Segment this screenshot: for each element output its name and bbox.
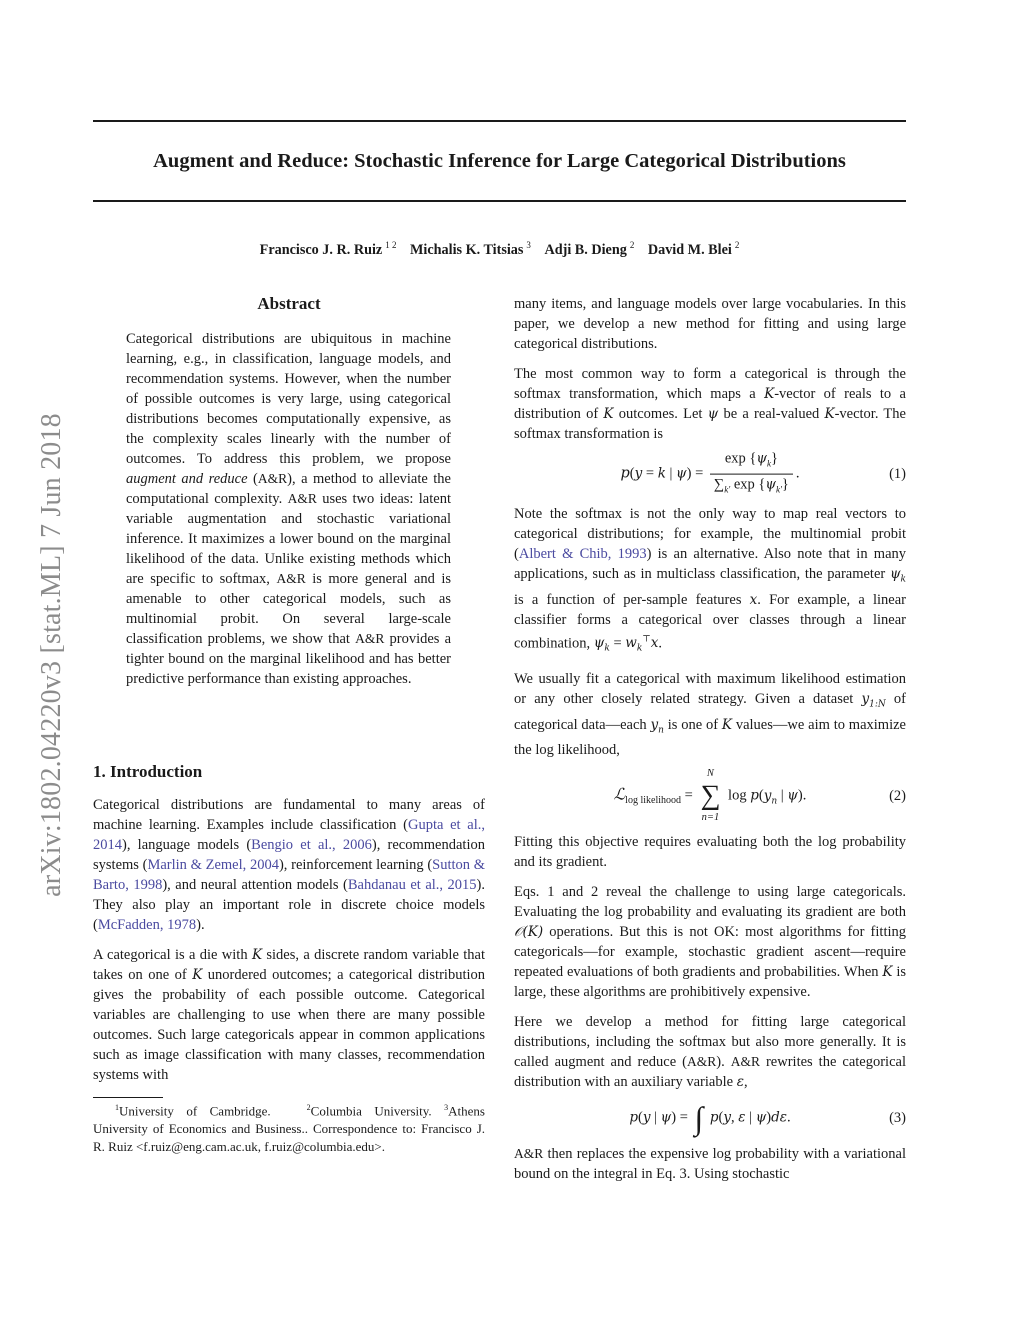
citation-link[interactable]: Bahdanau et al., 2015 <box>347 877 477 893</box>
softmax-fraction: $\frac{\exp \{\psi_k\}}{\sum_{k'} \exp \{\psi_{k'}\}}$ <box>710 449 793 500</box>
paragraph: Note the softmax is not the only way to map real vectors to categorical distributions; for example, the multinomial probit (Albert & Chib, 1993) is an alternative. Also note that in many applications, such as in multiclass classification, the parameter $\psi_k$ is a function of per-sample features x. For example, a linear classifier forms a categorical over classes through a linear combination, $\psi_k = w_k^⊤x$. <box>514 506 907 654</box>
footnote: $^1$University of Cambridge. $^2$Columbia University. $^3$Athens University of Economics and Business.. Correspondence to: Francisco J. R. Ruiz <f.ruiz@eng.cam.ac.uk, f.ruiz@columbia.edu>. <box>93 1103 485 1155</box>
paper-title: Augment and Reduce: Stochastic Inference for Large Categorical Distributions <box>153 150 846 172</box>
author-list <box>93 235 906 260</box>
paragraph: Here we develop a method for fitting large categorical distributions, including the softmax but also more generally. It is called augment and reduce (A&R). A&R rewrites the categorical distribution with an auxiliary variable ε, <box>514 1014 906 1091</box>
title-rule-bottom <box>93 200 906 202</box>
citation-link[interactable]: Sutton & Barto, 1998 <box>93 857 486 893</box>
abstract-text: Categorical distributions are ubiquitous in machine learning, e.g., in classification, language models, and recommendation systems. However, when the number of possible outcomes is very large, using categorical distributions becomes computationally expensive, as the complexity scales linearly with the number of outcomes. To address this problem, we propose augment and reduce (A&R), a method to alleviate the computational complexity. A&R uses two ideas: latent variable augmentation and stochastic variational inference. It maximizes a lower bound on the marginal likelihood of the data. Unlike existing methods which are specific to softmax, A&R is more general and is amenable to other categorical models, such as multinomial probit. On several large-scale classification problems, we show that A&R provides a tighter bound on the marginal likelihood and has better predictive performance than existing approaches. <box>126 331 452 687</box>
author: Michalis K. Titsias $^3$ <box>410 240 531 258</box>
left-column <box>93 795 485 1085</box>
section-heading-introduction: 1. Introduction <box>93 762 203 781</box>
citation-link[interactable]: Marlin & Zemel, 2004 <box>147 857 279 873</box>
right-column <box>514 294 906 1184</box>
footnote-rule <box>93 1097 163 1098</box>
citation-link[interactable]: Albert & Chib, 1993 <box>518 546 647 562</box>
summation: N ∑ n=1 <box>700 768 721 824</box>
citation-link[interactable]: Gupta et al., 2014 <box>93 817 485 853</box>
author: David M. Blei $^2$ <box>647 240 740 258</box>
abstract-heading: Abstract <box>257 294 321 313</box>
citation-link[interactable]: McFadden, 1978 <box>97 917 197 933</box>
intro-paragraph-2: A categorical is a die with K sides, a discrete random variable that takes on one of K unordered outcomes; a categorical distribution gives the probability of each possible outcome. Categorical variables are challenging to use when there are many possible outcomes. Such large categoricals appear in common applications such as image classification with many classes, recommendation systems with <box>93 947 485 1083</box>
paragraph: The most common way to form a categorical is through the softmax transformation, which maps a K-vector of reals to a distribution of K outcomes. Let ψ be a real-valued K-vector. The softmax transformation is <box>514 366 906 442</box>
equation-number: (2) <box>889 788 906 805</box>
citation-link[interactable]: Bengio et al., 2006 <box>251 837 372 853</box>
equation-3: p(y | ψ) = ∫ p(y, ε | ψ)dε. (3) <box>629 1100 906 1137</box>
title-rule-top <box>93 120 906 122</box>
paragraph: A&R then replaces the expensive log probability with a variational bound on the integral in Eq. 3. Using stochastic <box>514 1146 906 1183</box>
equation-1: p(y = k | ψ) = $\frac{\exp \{\psi_k\}}{\sum_{k'} \exp \{\psi_{k'}\}}$ . (1) <box>514 444 906 504</box>
intro-paragraph-1: Categorical distributions are fundamental to many areas of machine learning. Examples include classification (Gupta et al., 2014), language models (Bengio et al., 2006), recommendation systems (Marlin & Zemel, 2004), reinforcement learning (Sutton & Barto, 1998), and neural attention models (Bahdanau et al., 2015). They also play an important role in discrete choice models (McFadden, 1978). <box>93 797 486 933</box>
equation-2: ℒ$_{log likelihood}$ = N ∑ n=1 $\log p(y_n$ | ψ). (2) <box>613 768 906 824</box>
paragraph: We usually fit a categorical with maximum likelihood estimation or any other closely related strategy. Given a dataset $y_{1:N}$ of categorical data—each $y_n$ is one of K values—we aim to maximize the log likelihood, <box>514 670 906 759</box>
equation-number: (3) <box>889 1110 906 1127</box>
equation-number: (1) <box>889 466 906 482</box>
integral: ∫ <box>694 1100 704 1137</box>
author: Adji B. Dieng $^2$ <box>544 240 635 258</box>
arxiv-sidebar-stamp: arXiv:1802.04220v3 [stat.ML] 7 Jun 2018 <box>36 413 67 897</box>
paragraph: Fitting this objective requires evaluating both the log probability and its gradient. <box>514 834 906 871</box>
author: Francisco J. R. Ruiz $^{1 2}$ <box>259 240 397 258</box>
paragraph: Eqs. 1 and 2 reveal the challenge to using large categoricals. Evaluating the log probability and evaluating its gradient are both 𝒪(K) operations. But this is not OK: most algorithms for fitting categoricals—for example, stochastic gradient ascent—require repeated evaluations of both gradients and probabilities. When K is large, these algorithms are prohibitively expensive. <box>514 884 906 1001</box>
paragraph: many items, and language models over large vocabularies. In this paper, we develop a new method for fitting and using large categorical distributions. <box>514 296 906 352</box>
